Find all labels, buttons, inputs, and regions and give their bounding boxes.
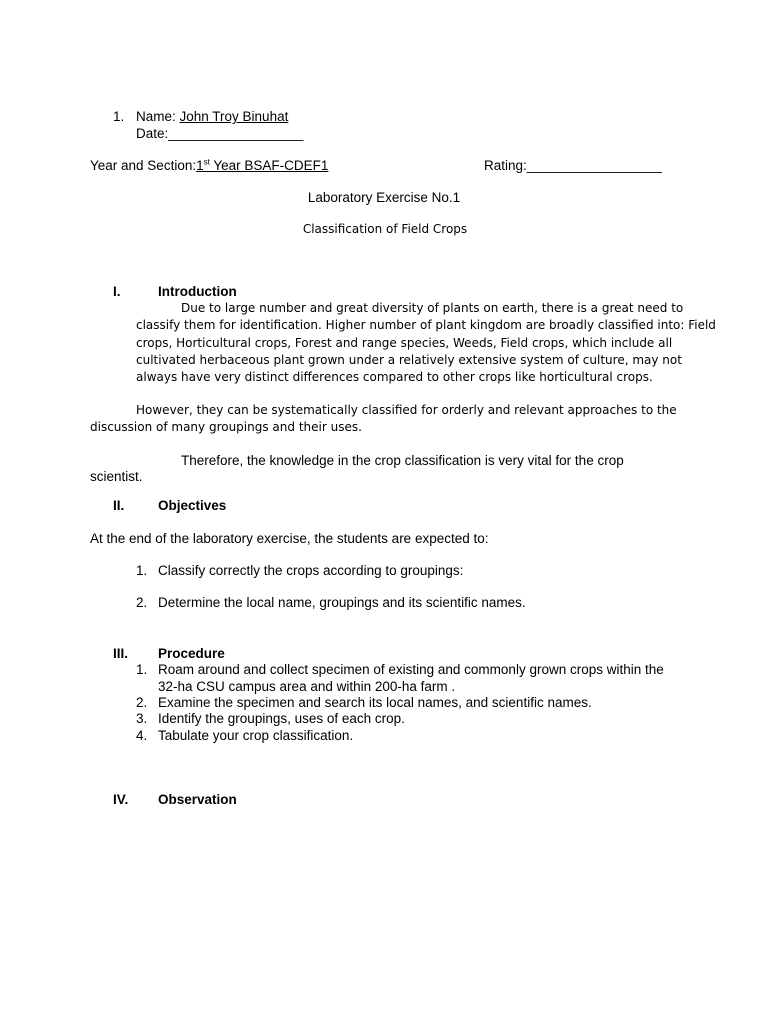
procedure-item-text: 32-ha CSU campus area and within 200-ha farm . xyxy=(158,679,456,694)
intro-heading: Introduction xyxy=(158,284,237,299)
objective-text: Classify correctly the crops according to groupings: xyxy=(158,563,464,578)
page-title: Laboratory Exercise No.1 xyxy=(307,190,461,205)
intro-number: I. xyxy=(113,284,121,299)
name-value: John Troy Binuhat xyxy=(179,109,289,124)
name-label: Name: xyxy=(136,109,180,124)
procedure-item-number: 3. xyxy=(136,711,148,726)
observation-heading: Observation xyxy=(158,792,237,807)
rating-line: Rating:__________________ xyxy=(484,158,662,173)
intro-line: always have very distinct differences compared to other crops like horticultural crops. xyxy=(136,370,653,384)
year-section-label: Year and Section: xyxy=(90,158,197,173)
intro-para3-line: scientist. xyxy=(90,469,143,484)
objective-number: 1. xyxy=(136,563,148,578)
item-number: 1. xyxy=(113,109,125,124)
procedure-item-number: 2. xyxy=(136,695,148,710)
year-section-line xyxy=(90,157,328,174)
intro-para3-line: Therefore, the knowledge in the crop classification is very vital for the crop xyxy=(181,453,624,468)
procedure-item-text: Identify the groupings, uses of each crop. xyxy=(158,711,405,726)
year-section-value: 1st Year BSAF-CDEF1 xyxy=(196,157,329,173)
objective-text: Determine the local name, groupings and its scientific names. xyxy=(158,595,526,610)
procedure-item-number: 1. xyxy=(136,662,148,677)
intro-line: crops, Horticultural crops, Forest and range species, Weeds, Field crops, which include all xyxy=(136,336,673,350)
objectives-number: II. xyxy=(113,498,125,513)
procedure-heading: Procedure xyxy=(158,646,225,661)
date-line: Date:__________________ xyxy=(136,126,304,141)
procedure-item-text: Tabulate your crop classification. xyxy=(158,728,354,743)
objectives-heading: Objectives xyxy=(158,498,227,513)
intro-para2-line: However, they can be systematically classified for orderly and relevant approaches to the xyxy=(136,403,677,417)
observation-number: IV. xyxy=(113,792,129,807)
procedure-item-text: Roam around and collect specimen of existing and commonly grown crops within the xyxy=(158,662,664,677)
procedure-item-text: Examine the specimen and search its local names, and scientific names. xyxy=(158,695,592,710)
intro-para2-line: discussion of many groupings and their uses. xyxy=(90,420,362,434)
intro-line: classify them for identification. Higher number of plant kingdom are broadly classified into: Field xyxy=(136,318,716,332)
intro-line: cultivated herbaceous plant grown under a relatively extensive system of culture, may not xyxy=(136,353,682,367)
intro-line: Due to large number and great diversity of plants on earth, there is a great need to xyxy=(181,301,684,315)
objective-number: 2. xyxy=(136,595,148,610)
page-subtitle: Classification of Field Crops xyxy=(302,222,468,236)
name-line xyxy=(136,108,288,125)
procedure-number: III. xyxy=(113,646,129,661)
objectives-lead: At the end of the laboratory exercise, the students are expected to: xyxy=(90,531,489,546)
procedure-item-number: 4. xyxy=(136,728,148,743)
